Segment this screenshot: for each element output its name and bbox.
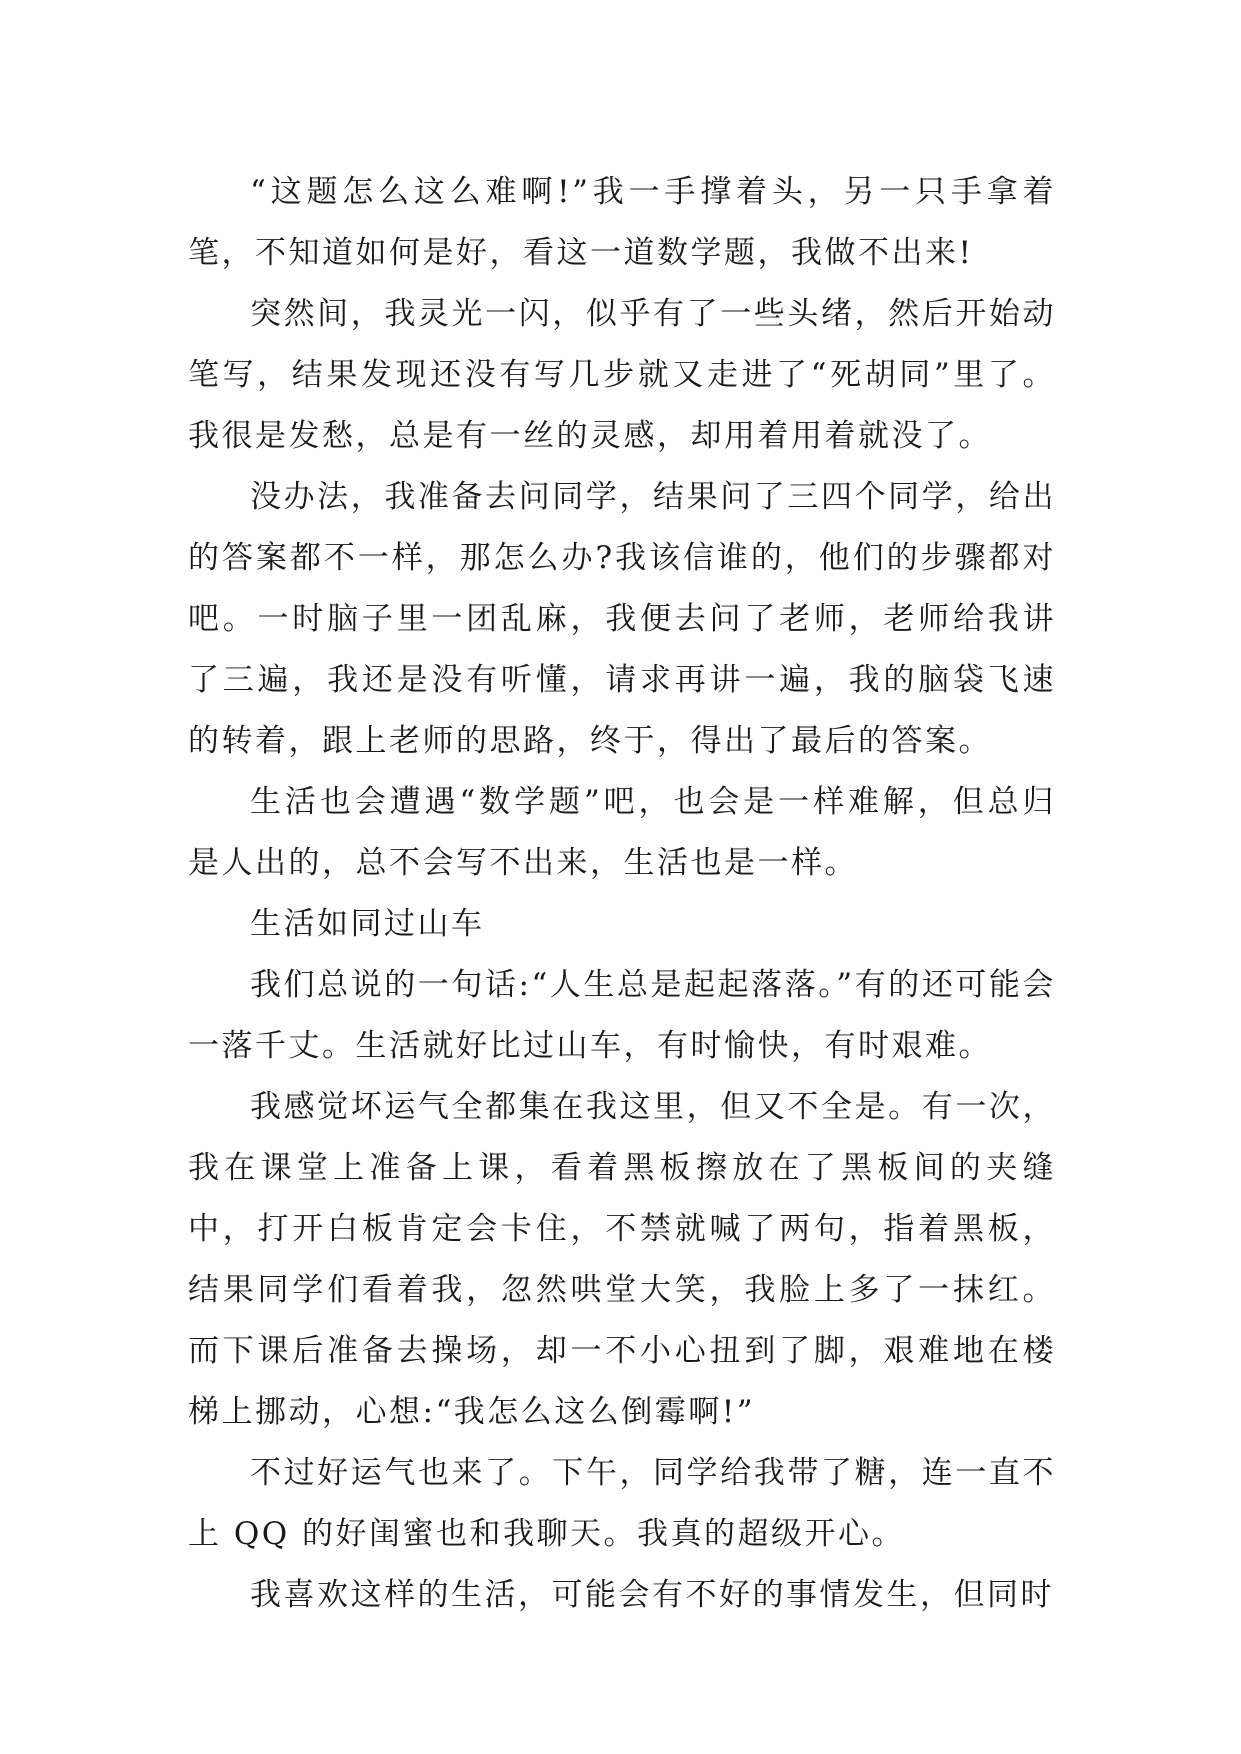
paragraph-inspiration: 突然间，我灵光一闪，似乎有了一些头绪，然后开始动笔写，结果发现还没有写几步就又走进了“死胡同”里了。我很是发愁，总是有一丝的灵感，却用着用着就没了。 — [188, 296, 1056, 454]
paragraph-math-problem: “这题怎么这么难啊!”我一手撑着头，另一只手拿着笔，不知道如何是好，看这一道数学题，我做不出来! — [188, 174, 1056, 271]
document-body — [188, 162, 1056, 1626]
paragraph-life-math: 生活也会遭遇“数学题”吧，也会是一样难解，但总归是人出的，总不会写不出来，生活也是一样。 — [188, 784, 1056, 881]
paragraph-like-life: 我喜欢这样的生活，可能会有不好的事情发生，但同时 — [250, 1577, 1054, 1613]
paragraph-bad-luck: 我感觉坏运气全都集在我这里，但又不全是。有一次，我在课堂上准备上课，看着黑板擦放在了黑板间的夹缝中，打开白板肯定会卡住，不禁就喊了两句，指着黑板，结果同学们看着我，忽然哄堂大笑，我脸上多了一抹红。而下课后准备去操场，却一不小心扭到了脚，艰难地在楼梯上挪动，心想:“我怎么这么倒霉啊!” — [188, 1089, 1056, 1430]
paragraph-ups-and-downs: 我们总说的一句话:“人生总是起起落落。”有的还可能会一落千丈。生活就好比过山车，有时愉快，有时艰难。 — [188, 967, 1056, 1064]
paragraph-good-luck: 不过好运气也来了。下午，同学给我带了糖，连一直不上 QQ 的好闺蜜也和我聊天。我真的超级开心。 — [188, 1455, 1056, 1552]
section-title: 生活如同过山车 — [250, 906, 485, 942]
paragraph-ask-teacher: 没办法，我准备去问同学，结果问了三四个同学，给出的答案都不一样，那怎么办?我该信谁的，他们的步骤都对吧。一时脑子里一团乱麻，我便去问了老师，老师给我讲了三遍，我还是没有听懂，请求再讲一遍，我的脑袋飞速的转着，跟上老师的思路，终于，得出了最后的答案。 — [188, 479, 1056, 759]
